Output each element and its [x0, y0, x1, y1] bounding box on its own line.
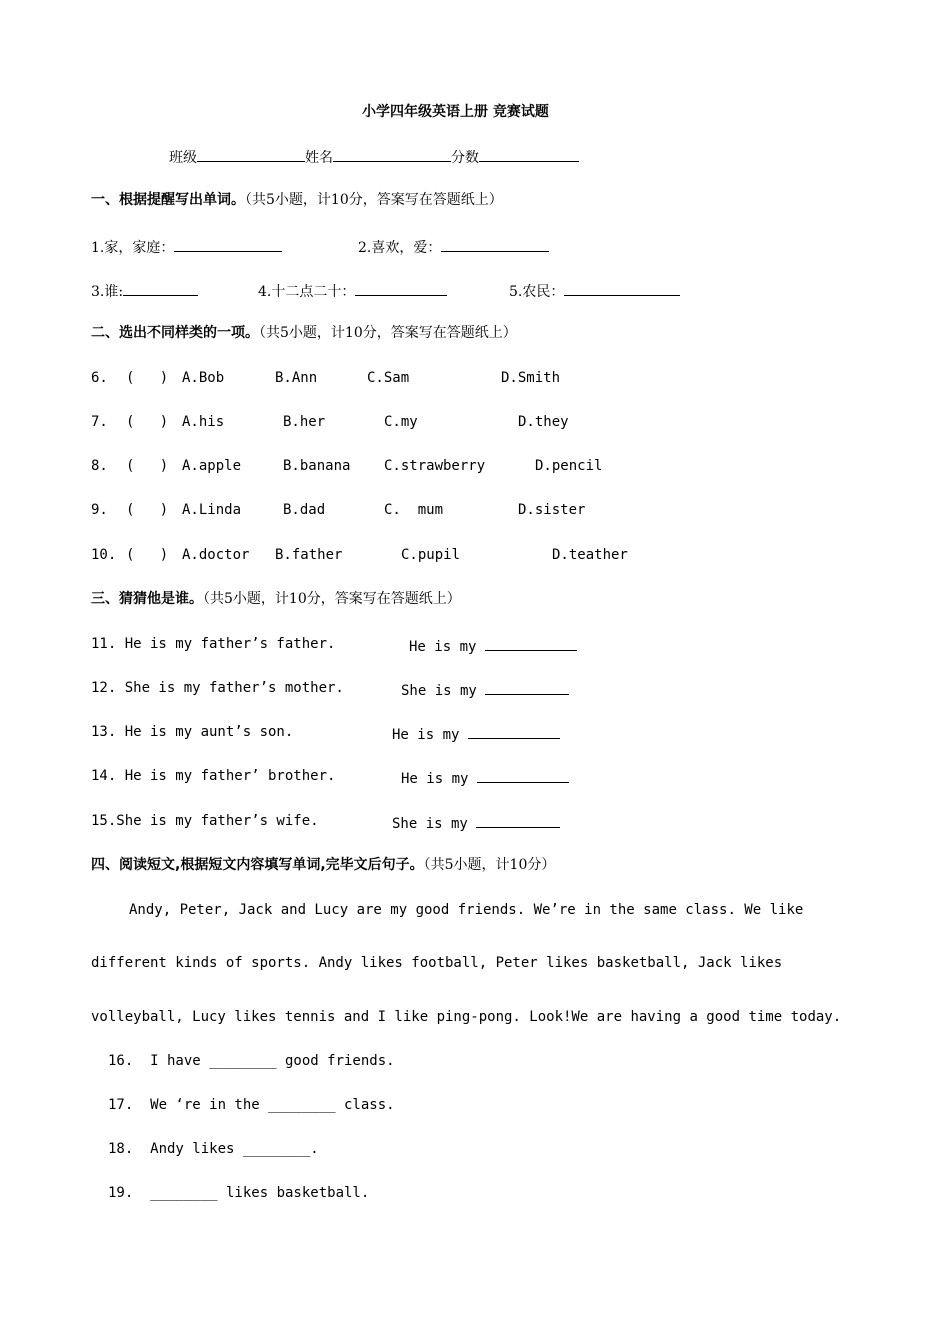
section-1-item-4: 4.十二点二十： — [258, 279, 447, 302]
q17-text: 17. We ‘re in the ________ class. — [108, 1097, 395, 1113]
section-1-item-2: 2.喜欢，爱： — [358, 235, 549, 258]
section-2-note: （共5小题，计10分，答案写在答题纸上） — [259, 325, 517, 341]
q7-option-d: D.they — [518, 414, 569, 430]
class-label: 班级 — [169, 150, 197, 166]
q8-option-a: A.apple — [182, 458, 242, 474]
q8-number: 8. — [91, 458, 108, 474]
q10-number: 10. — [91, 547, 117, 563]
section-1-note: （共5小题，计10分，答案写在答题纸上） — [245, 192, 503, 208]
q15-text: 15.She is my father’s wife. — [91, 813, 319, 829]
q16-text: 16. I have ________ good friends. — [108, 1053, 395, 1069]
q6-paren: ( ) — [126, 370, 169, 386]
q9-option-c: C. mum — [384, 502, 444, 518]
q15-answer: She is my — [392, 811, 560, 834]
q7-number: 7. — [91, 414, 108, 430]
section-1-heading — [91, 190, 503, 210]
q8-option-b: B.banana — [283, 458, 351, 474]
q7-paren: ( ) — [126, 414, 169, 430]
section-2-heading — [91, 323, 517, 343]
q10-option-c: C.pupil — [401, 547, 461, 563]
q9-paren: ( ) — [126, 502, 169, 518]
q12-text: 12. She is my father’s mother. — [91, 680, 344, 696]
class-blank — [197, 145, 305, 162]
q12-answer: She is my — [401, 678, 569, 701]
q10-paren: ( ) — [126, 547, 169, 563]
q10-option-b: B.father — [275, 547, 343, 563]
q7-option-c: C.my — [384, 414, 418, 430]
section-3-heading — [91, 589, 461, 609]
passage-line-2: different kinds of sports. Andy likes football, Peter likes basketball, Jack likes — [91, 955, 783, 971]
name-label: 姓名 — [305, 150, 333, 166]
q6-option-c: C.Sam — [367, 370, 410, 386]
q6-option-d: D.Smith — [501, 370, 561, 386]
q6-option-a: A.Bob — [182, 370, 225, 386]
q6-option-b: B.Ann — [275, 370, 318, 386]
q18-text: 18. Andy likes ________. — [108, 1141, 319, 1157]
q7-option-b: B.her — [283, 414, 326, 430]
section-1-item-3: 3.谁: — [91, 279, 198, 302]
page-title: 小学四年级英语上册 竞赛试题 — [362, 104, 549, 120]
section-1-item-1: 1.家，家庭： — [91, 235, 282, 258]
q8-paren: ( ) — [126, 458, 169, 474]
q9-option-d: D.sister — [518, 502, 586, 518]
score-blank — [479, 145, 579, 162]
q13-text: 13. He is my aunt’s son. — [91, 724, 294, 740]
q8-option-c: C.strawberry — [384, 458, 486, 474]
section-1-title: 一、根据提醒写出单词。 — [91, 192, 245, 208]
name-blank — [333, 145, 451, 162]
q13-answer: He is my — [392, 722, 560, 745]
q19-text: 19. ________ likes basketball. — [108, 1185, 370, 1201]
passage-line-3: volleyball, Lucy likes tennis and I like ping-pong. Look!We are having a good time today. — [91, 1009, 842, 1025]
q7-option-a: A.his — [182, 414, 225, 430]
q10-option-a: A.doctor — [182, 547, 250, 563]
section-4-heading — [91, 855, 555, 875]
header-info — [169, 145, 579, 168]
q9-option-a: A.Linda — [182, 502, 242, 518]
q6-number: 6. — [91, 370, 108, 386]
q8-option-d: D.pencil — [535, 458, 603, 474]
section-3-note: （共5小题，计10分，答案写在答题纸上） — [203, 591, 461, 607]
section-4-note: （共5小题，计10分） — [423, 857, 556, 873]
section-3-title: 三、猜猜他是谁。 — [91, 591, 203, 607]
q14-text: 14. He is my father’ brother. — [91, 768, 336, 784]
score-label: 分数 — [451, 150, 479, 166]
passage-line-1: Andy, Peter, Jack and Lucy are my good friends. We’re in the same class. We like — [129, 902, 804, 918]
section-4-title: 四、阅读短文,根据短文内容填写单词,完毕文后句子。 — [91, 857, 424, 873]
q11-answer: He is my — [409, 634, 577, 657]
section-2-title: 二、选出不同样类的一项。 — [91, 325, 259, 341]
q11-text: 11. He is my father’s father. — [91, 636, 336, 652]
q14-answer: He is my — [401, 766, 569, 789]
q9-option-b: B.dad — [283, 502, 326, 518]
section-1-item-5: 5.农民： — [509, 279, 680, 302]
q9-number: 9. — [91, 502, 108, 518]
q10-option-d: D.teather — [552, 547, 628, 563]
